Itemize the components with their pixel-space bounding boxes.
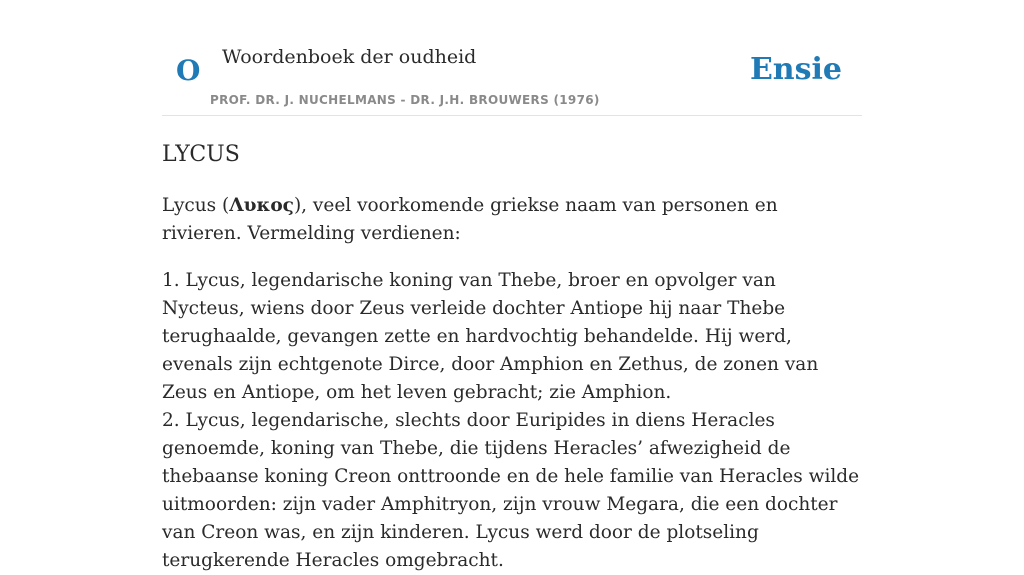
entry-intro [162, 192, 862, 248]
entry-body [162, 192, 862, 575]
intro-prefix: Lycus ( [162, 195, 230, 216]
definition-item: 1. Lycus, legendarische koning van Thebe, broer en opvolger van Nycteus, wiens door Zeus verleide dochter Antiope hij naar Thebe terughaalde, gevangen zette en hardvochtig behandelde. Hij werd, evenals zijn echtgenote Dirce, door Amphion en Zethus, de zonen van Zeus en Antiope, om het leven gebracht; zie Amphion. [162, 270, 819, 403]
definition-item: 2. Lycus, legendarische, slechts door Euripides in diens Heracles genoemde, koning van Thebe, die tijdens Heracles’ afwezigheid de thebaanse koning Creon onttroonde en de hele familie van Heracles wilde uitmoorden: zijn vader Amphitryon, zijn vrouw Megara, die een dochter van Creon was, en zijn kinderen. Lycus werd door de plotseling terugkerende Heracles omgebracht. [162, 410, 860, 571]
letter-index[interactable]: O [176, 54, 201, 87]
page-container [162, 0, 862, 571]
entry-definitions [162, 267, 862, 575]
dictionary-authors: PROF. DR. J. NUCHELMANS - DR. J.H. BROUWERS (1976) [210, 93, 600, 107]
entry-title: LYCUS [162, 142, 240, 167]
dictionary-title[interactable]: Woordenboek der oudheid [222, 46, 477, 68]
ensie-logo[interactable]: Ensie [749, 52, 842, 87]
intro-suffix: ), veel voorkomende griekse naam van personen en rivieren. Vermelding verdienen: [162, 195, 778, 244]
greek-name: Λυκος [229, 195, 294, 216]
header [162, 0, 862, 116]
